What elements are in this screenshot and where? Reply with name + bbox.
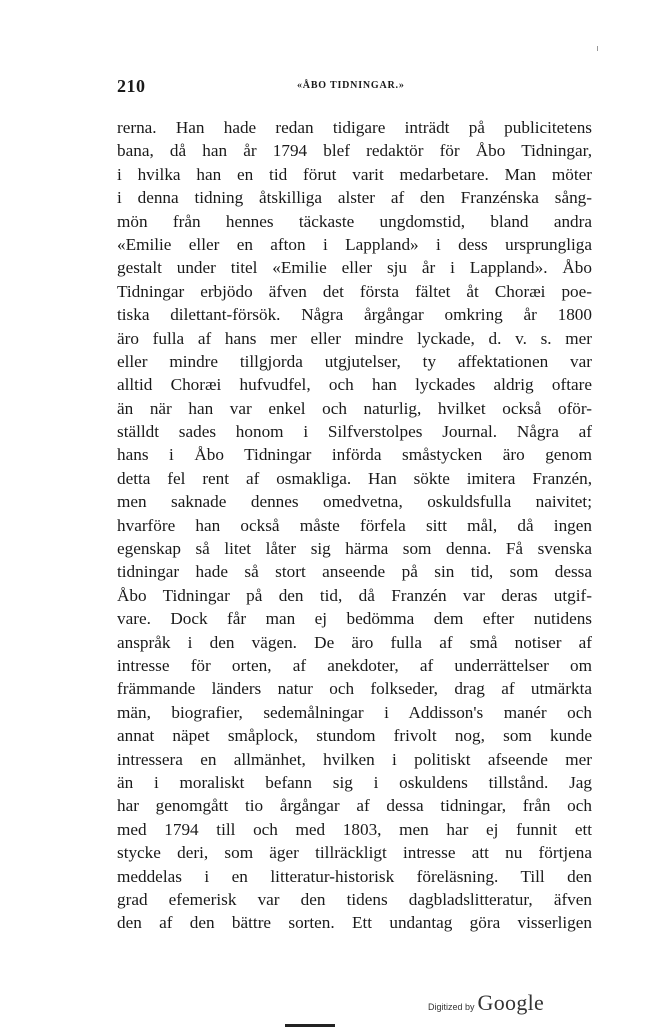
google-logo: Google (477, 990, 545, 1015)
digitized-by-label: Digitized by (428, 1002, 475, 1012)
text-line: med 1794 till och med 1803, men har ej funnit ett (117, 819, 592, 839)
text-line: meddelas i en litteratur-historisk föreläsning. Till den (117, 866, 592, 886)
text-line: intresse för orten, af anekdoter, af underrättelser om (117, 655, 592, 675)
text-line: Åbo Tidningar på den tid, då Franzén var deras utgif- (117, 585, 592, 605)
text-line: men saknade dennes omedvetna, oskuldsfulla naivitet; (117, 492, 592, 512)
text-line: alltid Choræi hufvudfel, och han lyckades aldrig oftare (117, 375, 592, 395)
text-line: rerna. Han hade redan tidigare inträdt på publicitetens (117, 118, 592, 137)
page-number: 210 (117, 76, 146, 96)
text-line: vare. Dock får man ej bedömma dem efter nutidens (117, 609, 592, 629)
body-text (117, 116, 592, 935)
text-line: tidningar hade så stort anseende på sin tid, som dessa (117, 562, 592, 582)
text-line: annat näpet småplock, stundom frivolt nog, som kunde (117, 726, 592, 746)
text-line: grad efemerisk var den tidens dagbladslitteratur, äfven (117, 889, 592, 909)
text-line: stycke deri, som äger tillräckligt intresse att nu förtjena (117, 843, 592, 863)
text-line: Tidningar erbjödo äfven det första fältet åt Choræi poe- (117, 281, 592, 301)
text-line: detta fel rent af osmakliga. Han sökte imitera Franzén, (117, 468, 592, 488)
text-line: har genomgått tio årgångar af dessa tidningar, från och (117, 796, 592, 816)
text-line: eller mindre tillgjorda utgjutelser, ty affektationen var (117, 351, 592, 371)
page-speck (597, 46, 598, 51)
text-line: bana, då han år 1794 blef redaktör för Åbo Tidningar, (117, 141, 592, 161)
text-line: mön från hennes täckaste ungdomstid, bland andra (117, 211, 592, 231)
text-line: hvarföre han också måste förfela sitt mål, då ingen (117, 515, 592, 535)
text-line: äro fulla af hans mer eller mindre lyckade, d. v. s. mer (117, 328, 592, 348)
bottom-rule (285, 1024, 335, 1027)
text-line: ställdt sades honom i Silfverstolpes Journal. Några af (117, 422, 592, 442)
text-line: hans i Åbo Tidningar införda småstycken äro genom (117, 445, 592, 465)
text-line: främmande länders natur och folkseder, drag af utmärkta (117, 679, 592, 699)
text-line: än när han var enkel och naturlig, hvilket också oför- (117, 398, 592, 418)
text-line: i denna tidning åtskilliga alster af den Franzénska sång- (117, 188, 592, 208)
text-line: anspråk i den vägen. De äro fulla af små notiser af (117, 632, 592, 652)
running-title: «ÅBO TIDNINGAR.» (297, 80, 405, 91)
text-line: gestalt under titel «Emilie eller sju år i Lappland». Åbo (117, 258, 592, 278)
text-line: tiska dilettant-försök. Några årgångar omkring år 1800 (117, 305, 592, 325)
text-line: i hvilka han en tid förut varit medarbetare. Man möter (117, 164, 592, 184)
text-line: «Emilie eller en afton i Lappland» i dess ursprungliga (117, 234, 592, 254)
text-line: intressera en allmänhet, hvilken i politiskt afseende mer (117, 749, 592, 769)
text-line: den af den bättre sorten. Ett undantag göra visserligen (117, 913, 592, 933)
running-head (117, 76, 592, 100)
text-line: än i moraliskt befann sig i oskuldens tillstånd. Jag (117, 772, 592, 792)
text-line: män, biografier, sedemålningar i Addisson's manér och (117, 702, 592, 722)
digitized-by-google-watermark (428, 990, 544, 1016)
text-line: egenskap så litet låter sig härma som denna. Få svenska (117, 539, 592, 559)
